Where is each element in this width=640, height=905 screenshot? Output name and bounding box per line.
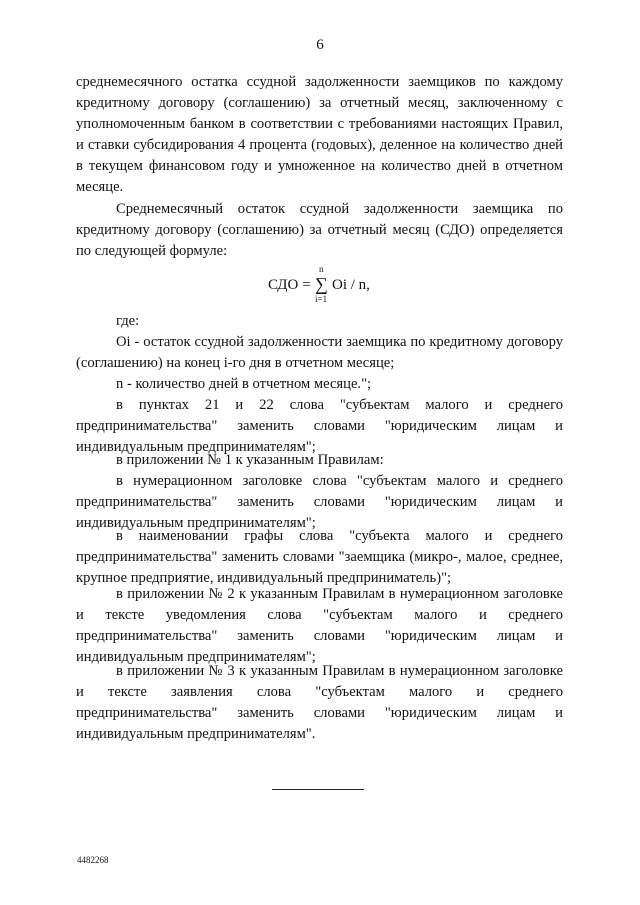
page-number: 6 — [316, 37, 324, 53]
paragraph-oi-definition: Oi - остаток ссудной задолженности заемщика по кредитному договору (соглашению) на конец i-го дня в отчетном месяце; — [76, 334, 563, 372]
paragraph-appendix-1-header: в нумерационном заголовке слова "субъектам малого и среднего предпринимательства" заменить словами "юридическим лицам и индивидуальным предпринимателям"; — [76, 473, 563, 532]
summation — [314, 264, 332, 310]
summation-lower-limit: i=1 — [315, 294, 328, 304]
formula-lhs: СДО = — [268, 277, 311, 293]
paragraph-formula-intro-continuation: среднемесячного остатка ссудной задолженности заемщиков по каждому кредитному договору (соглашению) за отчетный месяц, заключенному с уполномоченным банком в соответствии с требованиями настоящих Правил, и ставки субсидирования 4 процента (годовых), деленное на количество дней в текущем финансовом году и умноженное на количество дней в отчетном месяце. — [76, 74, 563, 196]
paragraph-points-21-22: в пунктах 21 и 22 слова "субъектам малого и среднего предпринимательства" заменить словами "юридическим лицам и индивидуальным предпринимателям"; — [76, 397, 563, 456]
paragraph-appendix-1-column: в наименовании графы слова "субъекта малого и среднего предпринимательства" заменить словами "заемщика (микро-, малое, среднее, крупное предприятие, индивидуальный предприниматель)"; — [76, 528, 563, 587]
sigma-icon: ∑ — [315, 274, 328, 294]
paragraph-where: где: — [116, 313, 140, 329]
document-code: 4482268 — [77, 855, 109, 865]
paragraph-n-definition: n - количество дней в отчетном месяце."; — [116, 376, 372, 392]
paragraph-appendix-1: в приложении № 1 к указанным Правилам: — [116, 452, 384, 468]
end-of-text-line — [272, 789, 364, 790]
formula-rhs: Oi / n, — [332, 277, 370, 293]
summation-upper-limit: n — [319, 264, 324, 274]
paragraph-average-balance-definition: Среднемесячный остаток ссудной задолженности заемщика по кредитному договору (соглашению) за отчетный месяц (СДО) определяется по следующей формуле: — [76, 201, 563, 260]
paragraph-appendix-3: в приложении № 3 к указанным Правилам в нумерационном заголовке и тексте заявления слова "субъектам малого и среднего предпринимательства" заменить словами "юридическим лицам и индивидуальным предпринимателям". — [76, 663, 563, 743]
paragraph-appendix-2: в приложении № 2 к указанным Правилам в нумерационном заголовке и тексте уведомления слова "субъектам малого и среднего предпринимательства" заменить словами "юридическим лицам и индивидуальным предпринимателям"; — [76, 586, 563, 666]
sdo-formula — [268, 264, 408, 308]
